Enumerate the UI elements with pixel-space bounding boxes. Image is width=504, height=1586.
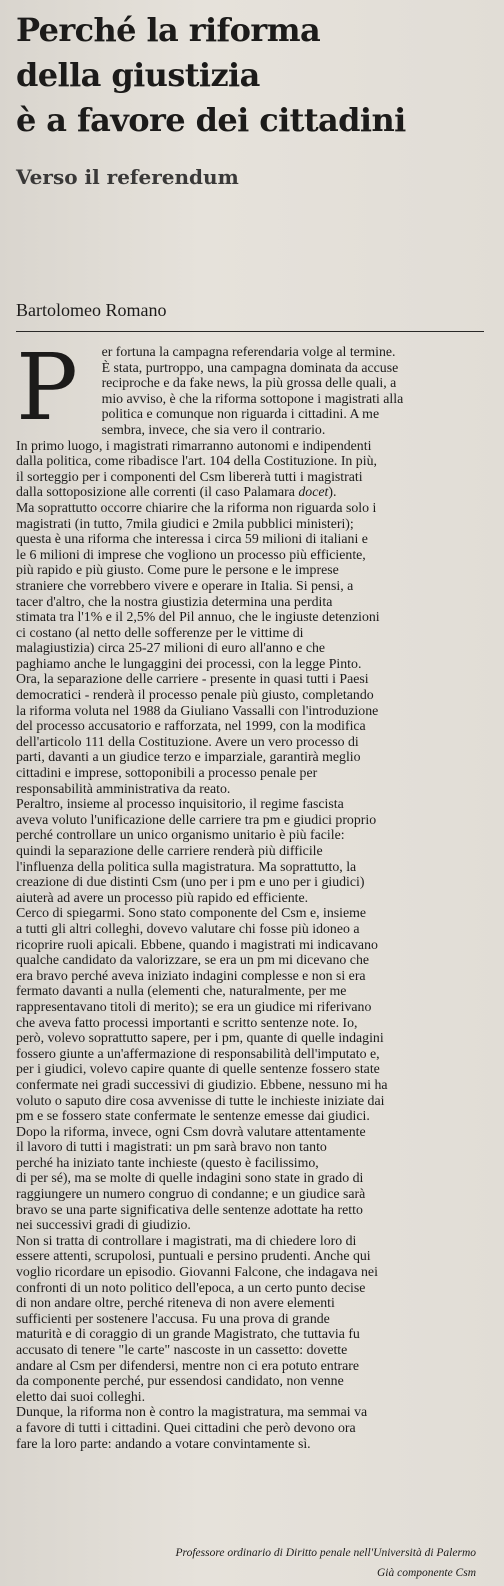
article-line: tacer d'altro, che la nostra giustizia determina una perdita (16, 594, 333, 610)
article-line: era bravo perché aveva iniziato indagini complesse e non si era (16, 968, 366, 984)
article-line: maturità e di coraggio di un grande Magistrato, che tuttavia fu (16, 1327, 360, 1343)
article-line: bravo se una parte significativa delle sentenze adottate ha retto (16, 1202, 363, 1218)
article-line: È stata, purtroppo, una campagna dominata da accuse (101, 360, 399, 376)
article-line: il lavoro di tutti i magistrati: un pm sarà bravo non tanto (16, 1140, 327, 1156)
article-line: stimata tra l'1% e il 2,5% del Pil annuo, che le ingiuste detenzioni (16, 610, 380, 626)
article-line: magistrati (in tutto, 7mila giudici e 2mila pubblici ministeri); (16, 516, 354, 532)
article-line: andare al Csm per difendersi, mentre non ci era potuto entrare (16, 1358, 360, 1374)
article-line: cittadini e imprese, sottoponibili a processo penale per (16, 766, 318, 782)
article-line: le 6 milioni di imprese che vogliono un processo più efficiente, (16, 547, 366, 563)
article-line: reciproche e da fake news, la più grossa delle quali, a (101, 376, 397, 392)
article-body (16, 334, 490, 1452)
article-headline (16, 8, 486, 143)
article-line: parti, davanti a un giudice terzo e imparziale, garantirà meglio (16, 750, 361, 766)
article-line: aiuterà ad avere un processo più rapido ed efficiente. (16, 890, 309, 906)
article-line: a favore di tutti i cittadini. Quei cittadini che però devono ora (16, 1420, 356, 1436)
article-line: democratici - renderà il processo penale più giusto, completando (16, 688, 374, 704)
article-line: più rapido e più giusto. Come pure le persone e le imprese (16, 563, 339, 579)
article-line: raggiungere un numero congruo di condanne; e un giudice sarà (16, 1187, 366, 1203)
article-line: aveva voluto l'unificazione delle carriere tra pm e giudici proprio (16, 812, 377, 828)
article-line: eletto dai suoi colleghi. (16, 1389, 146, 1405)
headline-line-2: della giustizia (16, 56, 260, 94)
article-line: di per sé), ma se molte di quelle indagini sono state in grado di (16, 1171, 364, 1187)
article-line: perché ha iniziato tante inchieste (questo è facilissimo, (16, 1155, 319, 1171)
article-line: però, volevo soprattutto sapere, per i pm, quante di quelle indagini (16, 1031, 384, 1047)
article-line: per i giudici, volevo capire quante di quelle sentenze fossero state (16, 1062, 380, 1078)
article-line: Ora, la separazione delle carriere - presente in quasi tutti i Paesi (16, 672, 369, 688)
headline-line-3: è a favore dei cittadini (16, 101, 406, 139)
article-line: fossero giunte a un'affermazione di responsabilità dell'imputato e, (16, 1046, 380, 1062)
article-line: Dunque, la riforma non è contro la magistratura, ma semmai va (16, 1405, 368, 1421)
article-line: a tutti gli altri colleghi, dovevo valutare chi fosse più idoneo a (16, 921, 360, 937)
article-line: In primo luogo, i magistrati rimarranno autonomi e indipendenti (16, 438, 372, 454)
article-line: paghiamo anche le lungaggini dei processi, con la legge Pinto. (16, 656, 362, 672)
article-line: nei successivi gradi di giudizio. (16, 1218, 191, 1234)
article-line: che aveva fatto processi importanti e scritto sentenze note. Io, (16, 1015, 358, 1031)
article-line: voluto o saputo dire cosa avvenisse di tutte le inchieste iniziate dai (16, 1093, 385, 1109)
article-line: fare la loro parte: andando a votare convintamente sì. (16, 1436, 311, 1452)
article-line: dell'articolo 111 della Costituzione. Avere un vero processo di (16, 734, 359, 750)
article-author: Bartolomeo Romano (16, 300, 167, 320)
article-line: straniere che vorrebbero vivere e operare in Italia. Si pensi, a (16, 578, 354, 594)
article-line: rappresentavano titoli di merito); se era un giudice mi riferivano (16, 999, 372, 1015)
article-line: sufficienti per sostenere l'accusa. Fu una prova di grande (16, 1311, 330, 1327)
article-line: ci costano (al netto delle sofferenze per le vittime di (16, 625, 304, 641)
article-line: responsabilità amministrativa da reato. (16, 781, 231, 797)
article-line: confermate nei gradi successivi di giudizio. Ebbene, nessuno mi ha (16, 1077, 388, 1093)
article-line: dalla politica, come ribadisce l'art. 104 della Costituzione. In più, (16, 454, 377, 470)
article-line: Dopo la riforma, invece, ogni Csm dovrà valutare attentamente (16, 1124, 366, 1140)
latin-term: docet (298, 485, 329, 501)
article-line: l'influenza della politica sulla magistratura. Ma soprattutto, la (16, 859, 357, 875)
article-line: perché controllare un unico organismo unitario è più facile: (16, 828, 345, 844)
article-line: accusato di tenere "le carte" nascoste in un cassetto: dovette (16, 1343, 348, 1358)
article-line: di non andare oltre, perché riteneva di non avere elementi (16, 1296, 335, 1312)
article-line: quindi la separazione delle carriere renderà più difficile (16, 844, 323, 859)
article-line: Cerco di spiegarmi. Sono stato componente del Csm e, insieme (16, 906, 367, 922)
article-line: sembra, invece, che sia vero il contrario. (101, 422, 326, 438)
drop-cap: P (16, 334, 78, 441)
article-line: qualche candidato da valorizzare, se era un pm mi dicevano che (16, 953, 370, 969)
article-line: voglio ricordare un episodio. Giovanni Falcone, che indagava nei (16, 1265, 378, 1281)
article-line: questa è una riforma che interessa i circa 59 milioni di italiani e (16, 532, 368, 548)
article-line: Ma soprattutto occorre chiarire che la riforma non riguarda solo i (16, 500, 377, 516)
article-line: del processo accusatorio e rafforzata, nel 1999, con la modifica (16, 719, 366, 735)
article-line: politica e comunque non riguarda i cittadini. A me (101, 407, 380, 423)
article-line: er fortuna la campagna referendaria volge al termine. (101, 345, 396, 360)
author-former-role: Già componente Csm (376, 1567, 476, 1579)
article-line: malagiustizia) circa 25-27 milioni di euro all'anno e che (16, 641, 326, 657)
author-divider (16, 331, 484, 332)
article-line: ricoprire ruoli apicali. Ebbene, quando i magistrati mi indicavano (16, 937, 378, 953)
headline-line-1: Perché la riforma (16, 11, 321, 49)
author-affiliation: Professore ordinario di Diritto penale nell'Università di Palermo (175, 1547, 476, 1559)
article-line: creazione di due distinti Csm (uno per i pm e uno per i giudici) (16, 875, 365, 891)
article-line: mio avviso, è che la riforma sottopone i magistrati alla (101, 391, 404, 407)
article-line: Non si tratta di controllare i magistrati, ma di chiedere loro di (16, 1233, 357, 1249)
article-line: confronti di un noto politico dell'epoca, a un certo punto decise (16, 1280, 366, 1296)
article-kicker: Verso il referendum (16, 165, 239, 189)
article-line: la riforma voluta nel 1988 da Giuliano Vassalli con l'introduzione (16, 703, 379, 719)
article-line: fermato davanti a nulla (elementi che, naturalmente, per me (16, 984, 347, 1000)
article-line: essere attenti, scrupolosi, puntuali e persino prudenti. Anche qui (16, 1249, 371, 1265)
article-line: dalla sottoposizione alle correnti (il caso Palamara docet). (16, 485, 337, 501)
article-line: il sorteggio per i componenti del Csm libererà tutti i magistrati (16, 469, 363, 485)
article-line: da componente perché, pur essendosi candidato, non venne (16, 1374, 344, 1390)
article-line: Peraltro, insieme al processo inquisitorio, il regime fascista (16, 797, 344, 813)
article-line: pm e se fossero state confermate le sentenze emesse dai giudici. (16, 1109, 370, 1125)
